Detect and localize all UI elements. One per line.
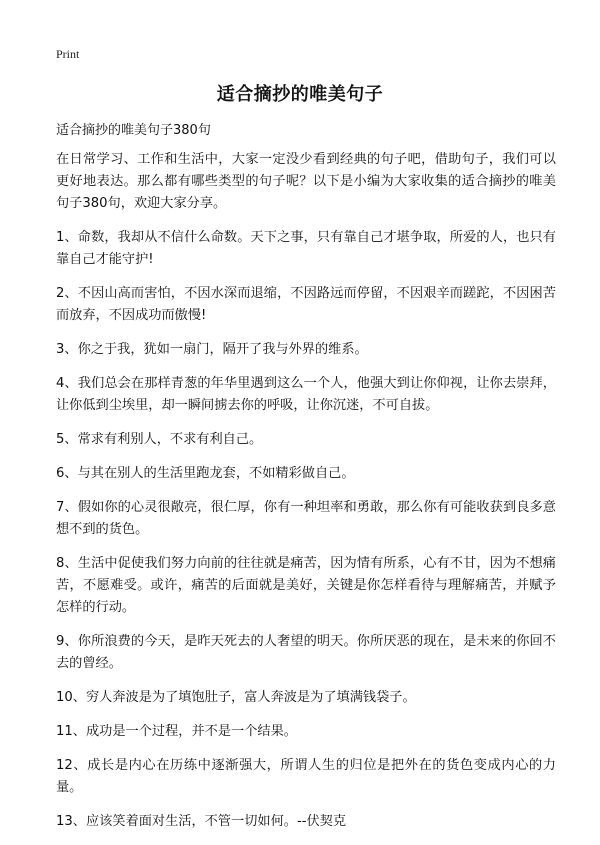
list-item: 8、生活中促使我们努力向前的往往就是痛苦，因为情有所系，心有不甘，因为不想痛苦，不愿难受。或许，痛苦的后面就是美好，关键是你怎样看待与理解痛苦，并赋予怎样的行动。 [56, 556, 556, 615]
list-item: 12、成长是内心在历练中逐渐强大，所谓人生的归位是把外在的货色变成内心的力量。 [56, 758, 556, 795]
article-body [56, 149, 556, 845]
subtitle: 适合摘抄的唯美句子380句 [56, 123, 211, 138]
list-item: 6、与其在别人的生活里跑龙套，不如精彩做自己。 [56, 466, 355, 481]
list-item: 9、你所浪费的今天，是昨天死去的人奢望的明天。你所厌恶的现在，是未来的你回不去的曾经。 [56, 634, 556, 671]
list-item: 2、不因山高而害怕，不因水深而退缩，不因路远而停留，不因艰辛而蹉跎，不因困苦而放弃，不因成功而傲慢! [56, 286, 556, 323]
list-item: 5、常求有利别人，不求有利自己。 [56, 432, 263, 447]
list-item: 1、命数，我却从不信什么命数。天下之事，只有靠自己才堪争取，所爱的人，也只有靠自己才能守护! [56, 230, 556, 267]
list-item: 3、你之于我，犹如一扇门，隔开了我与外界的维系。 [56, 342, 368, 357]
list-item: 13、应该笑着面对生活，不管一切如何。--伏契克 [56, 814, 347, 829]
list-item: 7、假如你的心灵很敞亮，很仁厚，你有一种坦率和勇敢，那么你有可能收获到良多意想不到的货色。 [56, 500, 556, 537]
intro-paragraph: 在日常学习、工作和生活中，大家一定没少看到经典的句子吧，借助句子，我们可以更好地表达。那么都有哪些类型的句子呢？以下是小编为大家收集的适合摘抄的唯美句子380句，欢迎大家分享。 [56, 152, 556, 211]
list-item: 10、穷人奔波是为了填饱肚子，富人奔波是为了填满钱袋子。 [56, 690, 416, 705]
list-item: 4、我们总会在那样青葱的年华里遇到这么一个人，他强大到让你仰视，让你去崇拜，让你低到尘埃里，却一瞬间掳去你的呼吸，让你沉迷，不可自拔。 [56, 376, 556, 413]
print-link[interactable]: Print [56, 47, 80, 61]
list-item: 11、成功是一个过程，并不是一个结果。 [56, 724, 297, 739]
page-title: 适合摘抄的唯美句子 [216, 84, 384, 105]
